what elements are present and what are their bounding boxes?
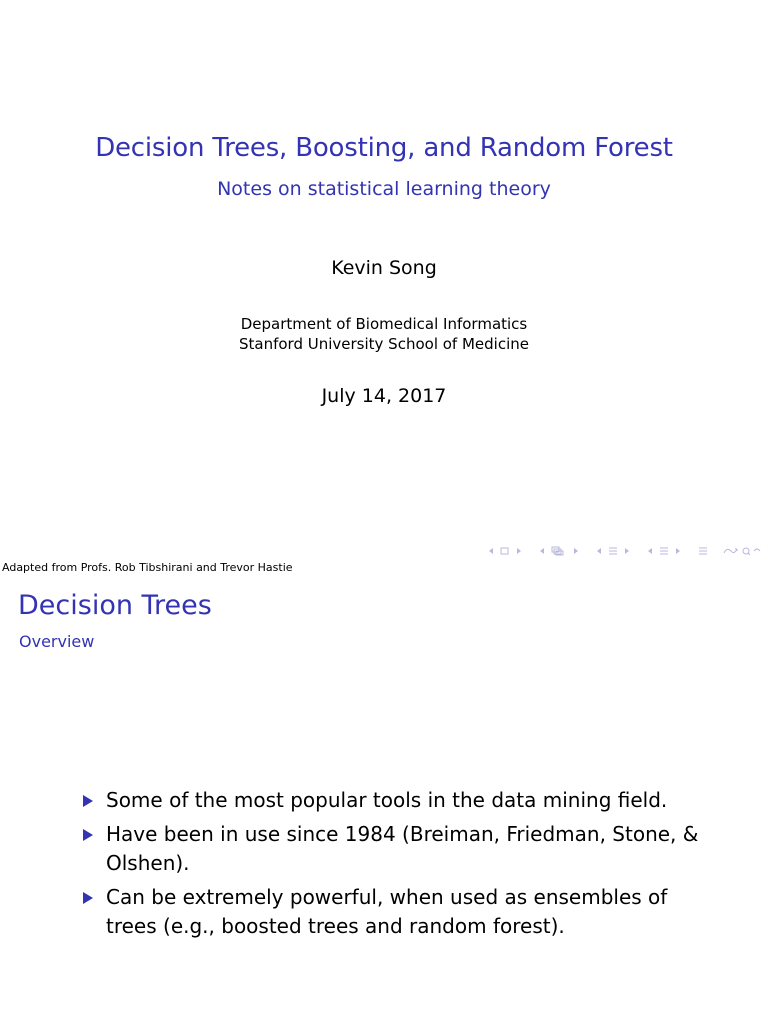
triangle-bullet-icon [83, 795, 93, 807]
nav-section-icon[interactable] [595, 546, 635, 556]
author-name: Kevin Song [331, 257, 437, 279]
presentation-subtitle: Notes on statistical learning theory [217, 178, 551, 200]
frame-title: Decision Trees [18, 590, 212, 621]
triangle-bullet-icon [83, 892, 93, 904]
overview-slide [0, 576, 768, 1024]
nav-frame-icon[interactable] [487, 546, 527, 556]
bullet-text: Some of the most popular tools in the data mining field. [106, 788, 668, 812]
nav-search-icon[interactable] [722, 546, 762, 556]
list-item [80, 883, 720, 941]
institute-line-department: Department of Biomedical Informatics [240, 315, 528, 333]
beamer-navigation-bar [479, 544, 762, 558]
institute [0, 314, 768, 354]
triangle-bullet-icon [83, 829, 93, 841]
nav-appendix-icon[interactable] [697, 546, 711, 556]
list-item [80, 820, 720, 878]
bullet-list [80, 786, 720, 946]
nav-document-icon[interactable] [646, 546, 686, 556]
list-item [80, 786, 720, 815]
nav-subsection-icon[interactable] [538, 546, 584, 556]
bullet-text: Have been in use since 1984 (Breiman, Friedman, Stone, & Olshen). [106, 822, 699, 875]
bullet-text: Can be extremely powerful, when used as ensembles of trees (e.g., boosted trees and random forest). [106, 885, 668, 938]
attribution-footnote: Adapted from Profs. Rob Tibshirani and Trevor Hastie [2, 561, 293, 574]
presentation-date: July 14, 2017 [321, 385, 447, 407]
frame-subtitle: Overview [19, 632, 95, 651]
presentation-title: Decision Trees, Boosting, and Random Forest [95, 133, 673, 163]
institute-line-school: Stanford University School of Medicine [239, 335, 529, 353]
